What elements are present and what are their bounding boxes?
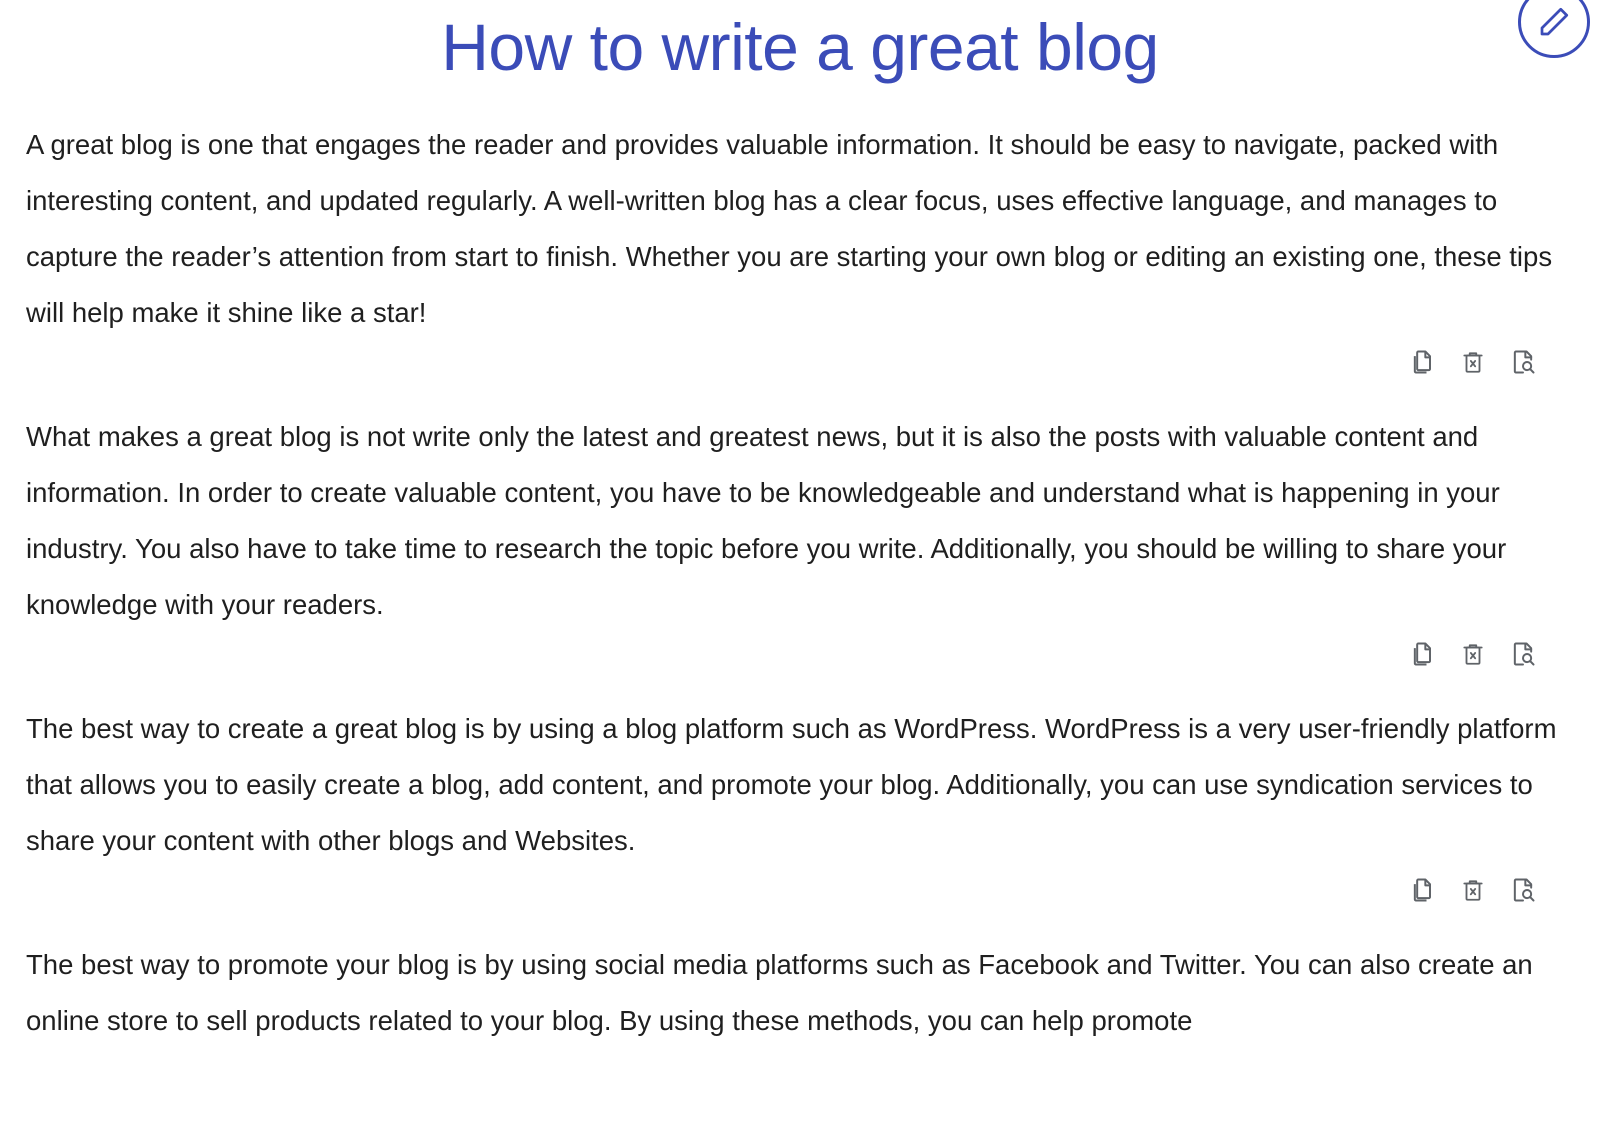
paragraph-block — [24, 701, 1576, 907]
paragraph-actions — [24, 345, 1576, 379]
paragraph-text: A great blog is one that engages the reader and provides valuable information. It should be easy to navigate, packed with interesting content, and updated regularly. A well-written blog has a clear focus, uses effective language, and manages to capture the reader’s attention from start to finish. Whether you are starting your own blog or editing an existing one, these tips will help make it shine like a star! — [26, 129, 1553, 329]
delete-icon[interactable] — [1458, 639, 1488, 669]
copy-icon[interactable] — [1408, 639, 1438, 669]
pencil-icon — [1536, 4, 1572, 40]
copy-icon[interactable] — [1408, 875, 1438, 905]
paragraph-actions — [24, 637, 1576, 671]
search-document-icon[interactable] — [1508, 639, 1538, 669]
paragraph-block — [24, 117, 1576, 379]
search-document-icon[interactable] — [1508, 875, 1538, 905]
paragraph-text: The best way to create a great blog is by using a blog platform such as WordPress. WordPress is a very user-friendly platform that allows you to easily create a blog, add content, and promote your blog. Additionally, you can use syndication services to share your content with other blogs and Websites. — [26, 713, 1557, 857]
delete-icon[interactable] — [1458, 347, 1488, 377]
paragraph-block — [24, 937, 1576, 1049]
delete-icon[interactable] — [1458, 875, 1488, 905]
paragraph-text: The best way to promote your blog is by using social media platforms such as Facebook and Twitter. You can also create an online store to sell products related to your blog. By using these methods, you can help promote — [26, 949, 1533, 1037]
copy-icon[interactable] — [1408, 347, 1438, 377]
paragraph-actions — [24, 873, 1576, 907]
page-title: How to write a great blog — [441, 10, 1159, 84]
search-document-icon[interactable] — [1508, 347, 1538, 377]
paragraph-block — [24, 409, 1576, 671]
paragraph-text: What makes a great blog is not write only the latest and greatest news, but it is also the posts with valuable content and information. In order to create valuable content, you have to be knowledgeable and understand what is happening in your industry. You also have to take time to research the topic before you write. Additionally, you should be willing to share your knowledge with your readers. — [26, 421, 1507, 621]
